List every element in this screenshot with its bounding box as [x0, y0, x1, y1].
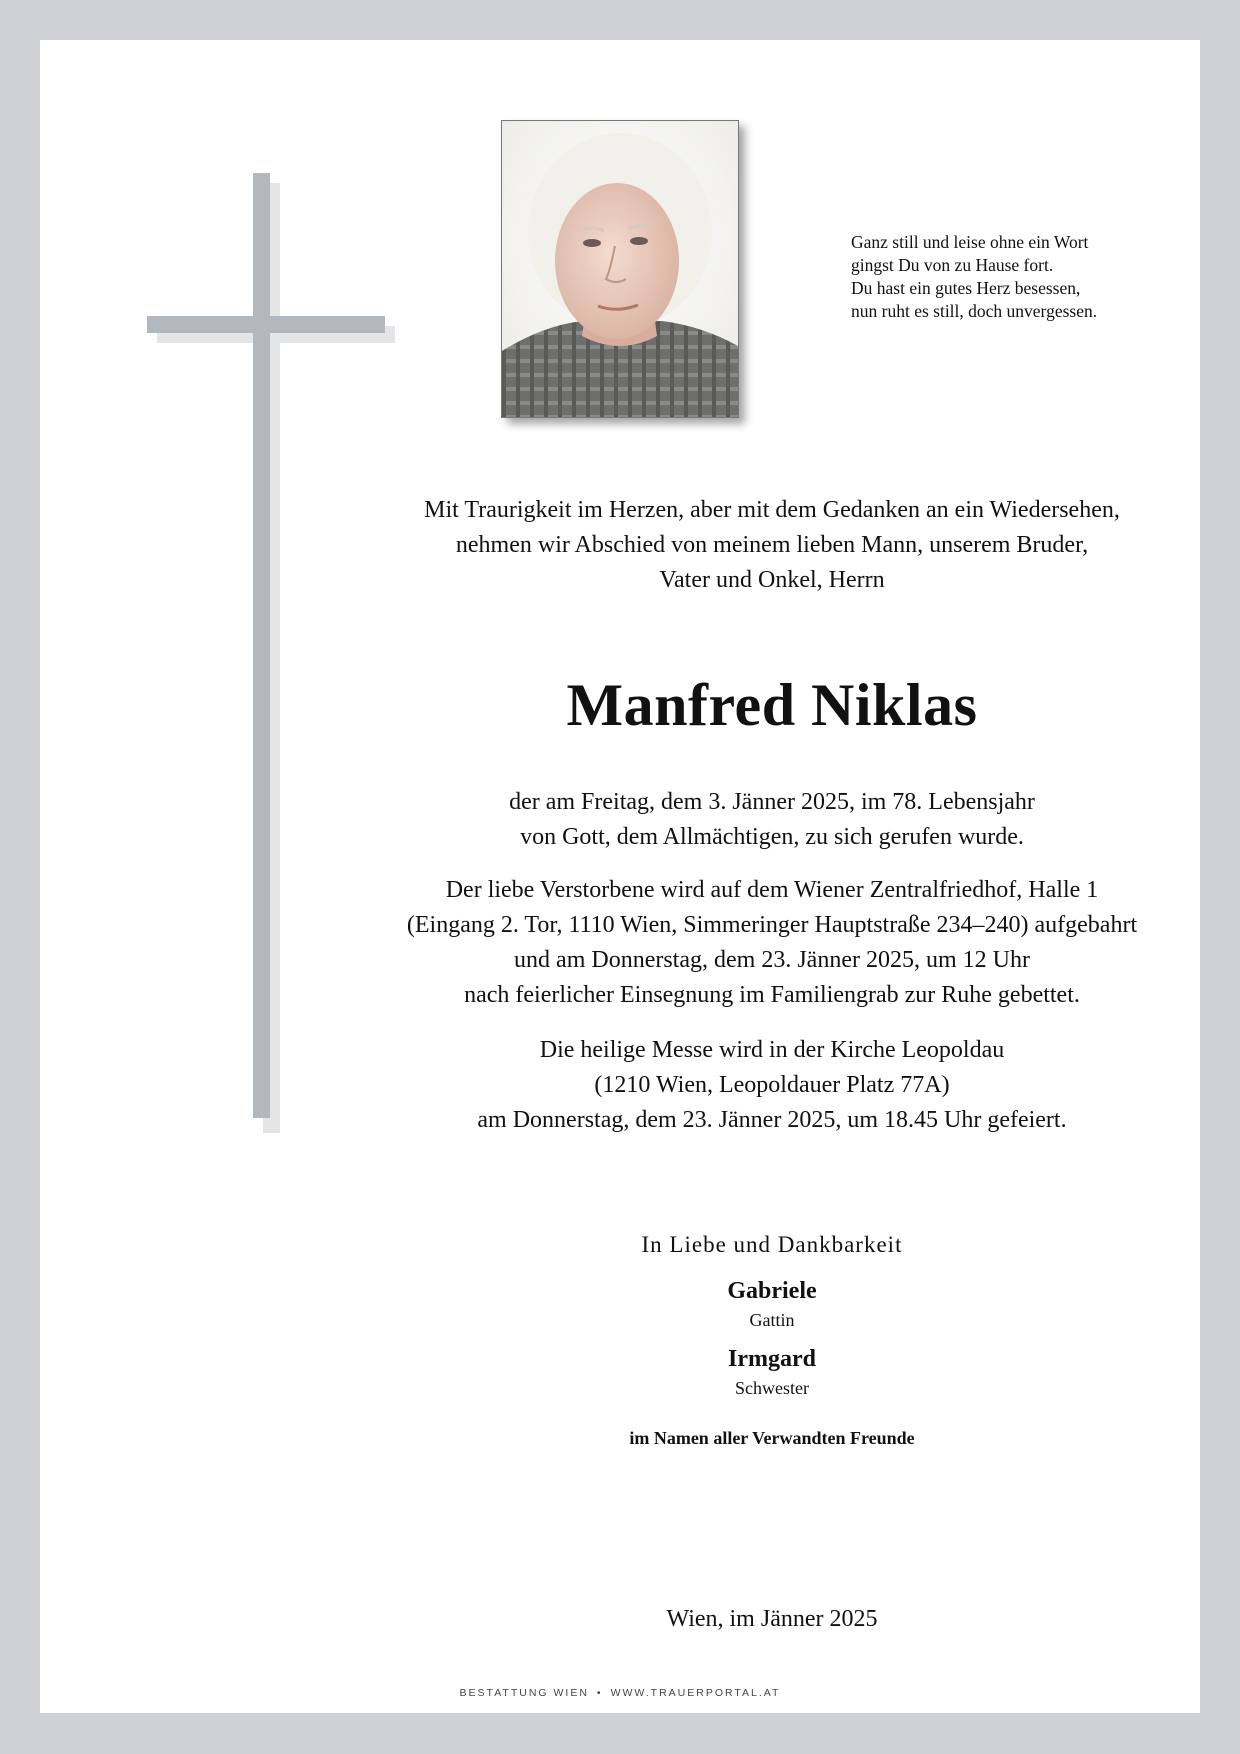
mass-line: Die heilige Messe wird in der Kirche Leopoldau — [539, 1037, 1005, 1063]
closing-phrase: In Liebe und Dankbarkeit — [641, 1232, 903, 1257]
intro-line: nehmen wir Abschied von meinem lieben Mann, unserem Bruder, — [455, 532, 1089, 558]
cross-icon-vertical-beam — [253, 173, 270, 1118]
burial-line: Der liebe Verstorbene wird auf dem Wiener Zentralfriedhof, Halle 1 — [445, 877, 1099, 903]
burial-details — [310, 873, 1234, 1013]
mourner-name: Gabriele — [727, 1278, 817, 1304]
obituary-sheet — [40, 40, 1200, 1713]
death-notice-line: von Gott, dem Allmächtigen, zu sich gerufen wurde. — [520, 824, 1024, 850]
cross-icon-horizontal-beam — [147, 316, 385, 333]
mass-line: (1210 Wien, Leopoldauer Platz 77A) — [594, 1072, 950, 1098]
footer-separator: • — [596, 1687, 603, 1699]
mass-details — [310, 1033, 1234, 1138]
place-date: Wien, im Jänner 2025 — [666, 1606, 878, 1632]
burial-line: und am Donnerstag, dem 23. Jänner 2025, um 12 Uhr — [514, 947, 1030, 973]
burial-line: nach feierlicher Einsegnung im Familiengrab zur Ruhe gebettet. — [464, 982, 1080, 1008]
mourner-role: Schwester — [735, 1378, 809, 1398]
deceased-name: Manfred Niklas — [566, 672, 978, 738]
intro-line: Vater und Onkel, Herrn — [659, 567, 885, 593]
family-line: im Namen aller Verwandten Freunde — [629, 1428, 915, 1448]
poem-line: gingst Du von zu Hause fort. — [851, 255, 1054, 275]
poem-line: Du hast ein gutes Herz besessen, — [851, 278, 1081, 298]
intro-text — [310, 493, 1234, 598]
death-notice — [310, 785, 1234, 855]
portrait-illustration — [502, 121, 738, 417]
mass-line: am Donnerstag, dem 23. Jänner 2025, um 18.45 Uhr gefeiert. — [477, 1107, 1067, 1133]
memorial-poem — [851, 231, 1151, 323]
burial-line: (Eingang 2. Tor, 1110 Wien, Simmeringer Hauptstraße 234–240) aufgebahrt — [406, 912, 1138, 938]
poem-line: nun ruht es still, doch unvergessen. — [851, 301, 1098, 321]
footer — [40, 1687, 1200, 1699]
poem-line: Ganz still und leise ohne ein Wort — [851, 232, 1089, 252]
portrait-photo — [501, 120, 739, 418]
mourner-name: Irmgard — [728, 1346, 816, 1372]
mourner-role: Gattin — [749, 1310, 795, 1330]
intro-line: Mit Traurigkeit im Herzen, aber mit dem Gedanken an ein Wiedersehen, — [424, 497, 1120, 523]
footer-website-link[interactable]: WWW.TRAUERPORTAL.AT — [610, 1687, 781, 1699]
death-notice-line: der am Freitag, dem 3. Jänner 2025, im 78. Lebensjahr — [509, 789, 1035, 815]
footer-publisher: BESTATTUNG WIEN — [459, 1687, 589, 1699]
